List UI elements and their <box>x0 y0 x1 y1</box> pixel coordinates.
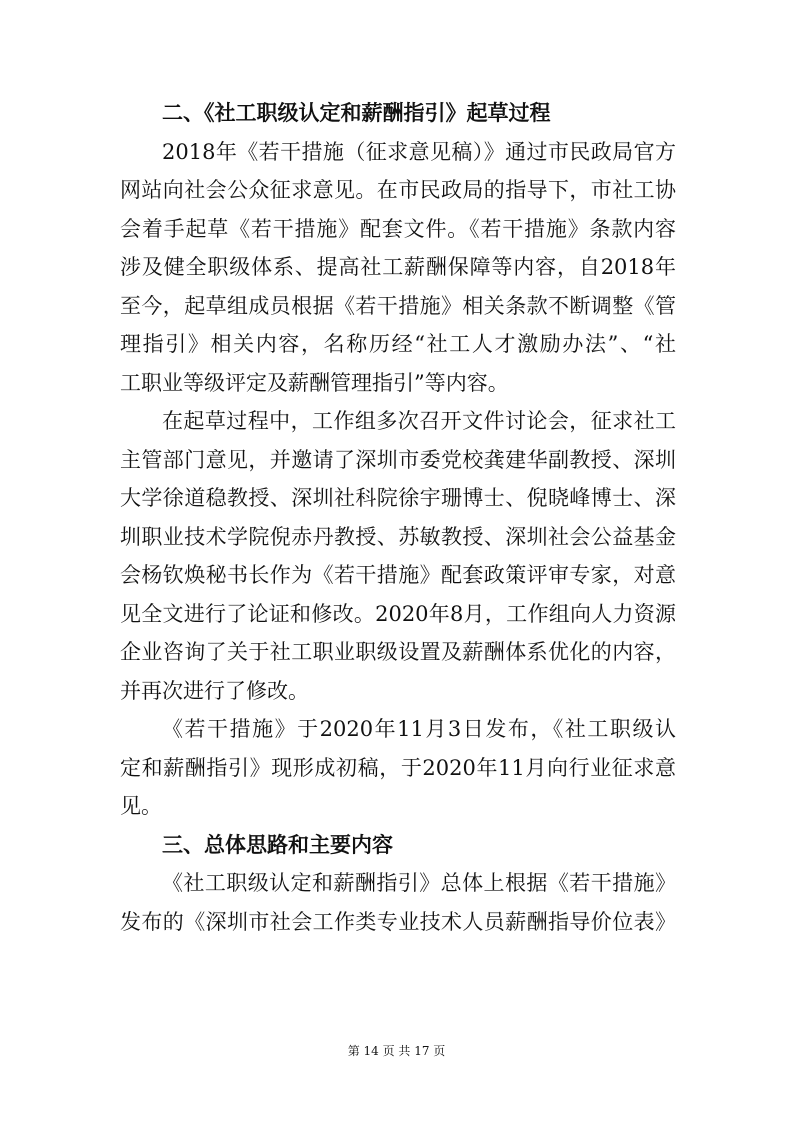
paragraph-line: 圳职业技术学院倪赤丹教授、苏敏教授、深圳社会公益基金 <box>120 524 676 549</box>
paragraph-line: 《社工职级认定和薪酬指引》总体上根据《若干措施》 <box>162 871 676 895</box>
paragraph-line: 主管部门意见，并邀请了深圳市委党校龚建华副教授、深圳 <box>120 447 676 472</box>
paragraph-line: 在起草过程中，工作组多次召开文件讨论会，征求社工 <box>162 409 676 433</box>
paragraph-line: 并再次进行了修改。 <box>120 678 309 703</box>
paragraph-line: 企业咨询了关于社工职业职级设置及薪酬体系优化的内容， <box>120 640 676 664</box>
paragraph-line: 理指引》相关内容，名称历经“社工人才激励办法”、“社 <box>120 332 676 356</box>
paragraph-line: 大学徐道稳教授、深圳社科院徐宇珊博士、倪晓峰博士、深 <box>120 486 676 510</box>
section-heading-2: 二、《社工职级认定和薪酬指引》起草过程 <box>162 101 551 125</box>
paragraph-line: 工职业等级评定及薪酬管理指引”等内容。 <box>120 370 509 395</box>
paragraph-line: 见全文进行了论证和修改。2020年8月，工作组向人力资源 <box>120 601 676 626</box>
paragraph-line: 会杨钦焕秘书长作为《若干措施》配套政策评审专家，对意 <box>120 563 676 587</box>
page-number-footer: 第 14 页 共 17 页 <box>347 1044 446 1058</box>
paragraph-line: 会着手起草《若干措施》配套文件。《若干措施》条款内容 <box>120 216 676 241</box>
paragraph-line: 涉及健全职级体系、提高社工薪酬保障等内容，自2018年 <box>120 255 676 279</box>
paragraph-line: 网站向社会公众征求意见。在市民政局的指导下，市社工协 <box>120 178 676 202</box>
paragraph-line: 至今，起草组成员根据《若干措施》相关条款不断调整《管 <box>120 293 676 318</box>
paragraph-line: 见。 <box>120 794 162 818</box>
paragraph-line: 定和薪酬指引》现形成初稿，于2020年11月向行业征求意 <box>120 755 676 780</box>
section-heading-3: 三、总体思路和主要内容 <box>162 832 393 857</box>
paragraph-line: 2018年《若干措施（征求意见稿）》通过市民政局官方 <box>162 139 676 164</box>
page-content <box>120 94 676 941</box>
paragraph-line: 发布的《深圳市社会工作类专业技术人员薪酬指导价位表》 <box>120 909 676 934</box>
paragraph-line: 《若干措施》于2020年11月3日发布，《社工职级认 <box>162 717 676 741</box>
